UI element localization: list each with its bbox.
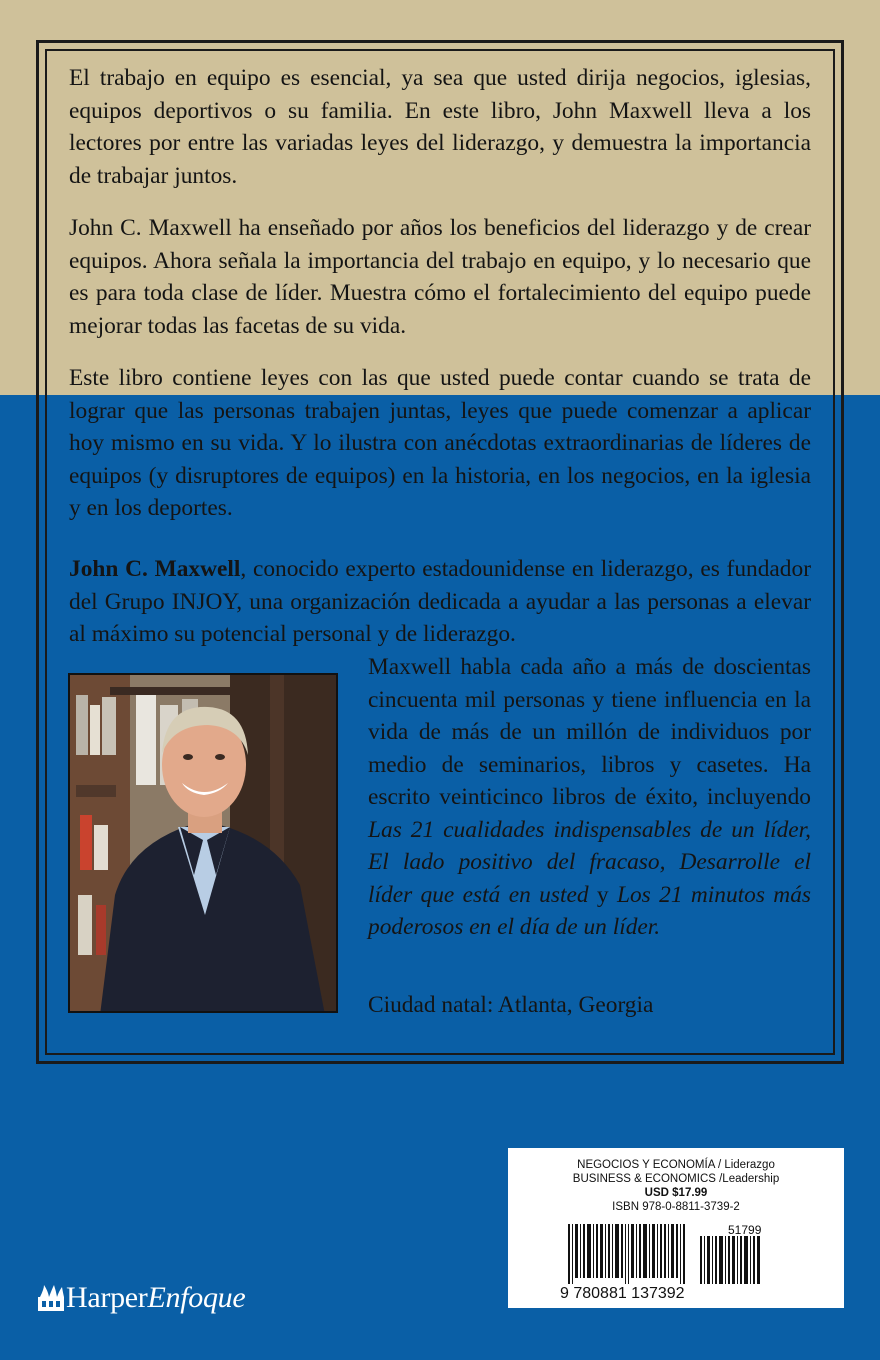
author-photo [68,673,338,1013]
author-bio-intro-text: , conocido experto estadounidense en liderazgo, es fundador del Grupo INJOY, una organización dedicada a ayudar a las personas a elevar al máximo su potencial personal y de liderazgo. [69,556,811,647]
publisher-name-regular: Harper [66,1281,148,1314]
price-code: 51799 [728,1224,762,1237]
ean-digits: 9 780881 137392 [560,1285,685,1302]
book-titles-1: Las 21 cualidades indispensables de un líder, El lado positivo del fracaso, Desarrolle el líder que está en usted [368,816,811,908]
author-name: John C. Maxwell [69,556,241,582]
barcode-label [508,1148,844,1308]
author-bio-continued [368,651,811,944]
category-spanish: NEGOCIOS Y ECONOMÍA / Liderazgo [577,1159,775,1171]
book-titles-conjunction: y [588,881,617,908]
author-hometown: Ciudad natal: Atlanta, Georgia [368,992,654,1018]
description-paragraph-1: El trabajo en equipo es esencial, ya sea que usted dirija negocios, iglesias, equipos deportivos o su familia. En este libro, John Maxwell lleva a los lectores por entre las variadas leyes del liderazgo, y demuestra la importancia de trabajar juntos. [69,65,811,189]
author-bio-continued-text: Maxwell habla cada año a más de doscientas cincuenta mil personas y tiene influencia en la vida de más de un millón de individuos por medio de seminarios, libros y casetes. Ha escrito veinticinco libros de éxito, incluyendo [368,654,811,810]
barcode [560,1224,790,1302]
publisher-flame-icon [36,1283,66,1313]
book-titles-2: Los 21 minutos más poderosos en el día de un líder. [368,881,811,940]
price: USD $17.99 [644,1187,708,1199]
category-english: BUSINESS & ECONOMICS /Leadership [572,1173,780,1185]
isbn: ISBN 978-0-8811-3739-2 [612,1201,740,1213]
description-paragraph-3: Este libro contiene leyes con las que usted puede contar cuando se trata de lograr que las personas trabajen juntas, leyes que puede comenzar a aplicar hoy mismo en su vida. Y lo ilustra con anécdotas extraordinarias de líderes de equipos (y disruptores de equipos) en la historia, en los negocios, en la iglesia y en los deportes. [69,365,811,521]
publisher-logo [36,1278,245,1318]
description-paragraph-2: John C. Maxwell ha enseñado por años los beneficios del liderazgo y de crear equipos. Ahora señala la importancia del trabajo en equipo, y lo necesario que es para toda clase de líder. Muestra cómo el fortalecimiento del equipo puede mejorar todas las facetas de su vida. [69,215,811,339]
publisher-name-italic: Enfoque [147,1281,246,1314]
publisher-name [66,1281,245,1315]
author-bio-intro [69,553,811,651]
